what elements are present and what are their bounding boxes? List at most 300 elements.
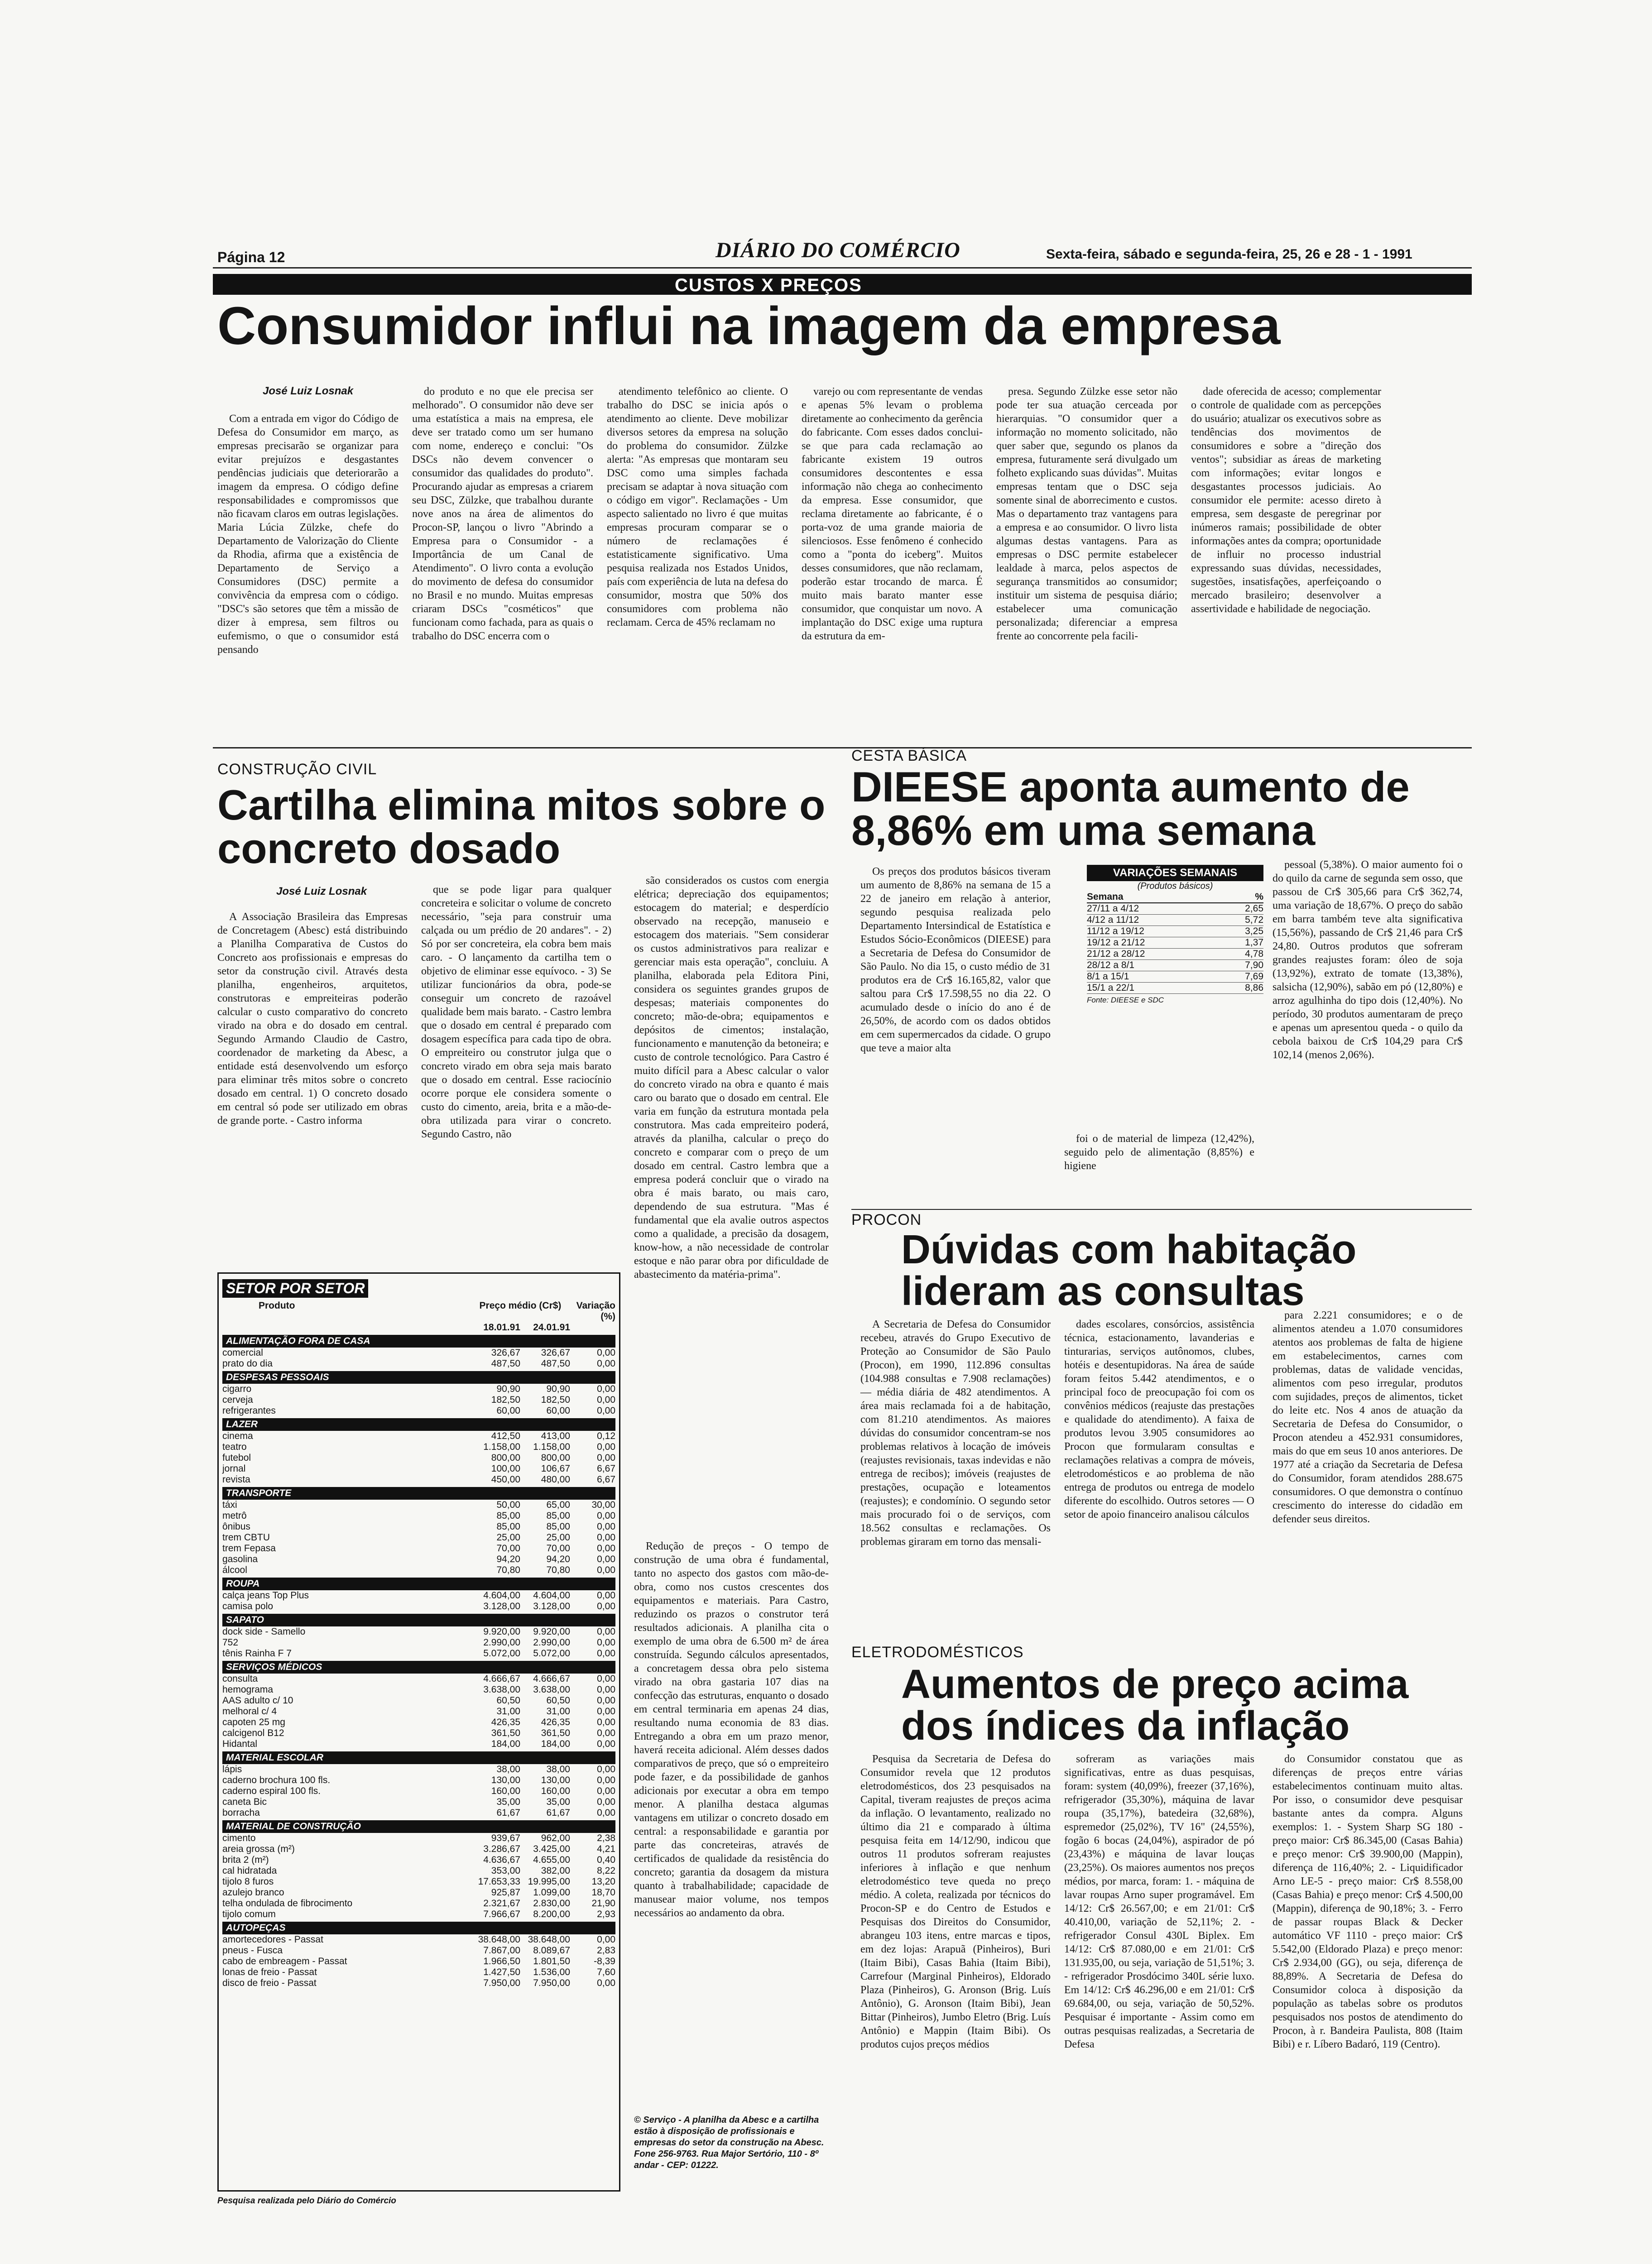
lead-text-5: presa. Segundo Zülzke esse setor não pode ter sua atuação cerceada por hierarquias. "O consumidor quer a informação no momento solicitado, não quer saber que, segundo os planos da empresa, futuramente será divulgado um folheto explicando suas dúvidas". Muitas empresas tentam que o DSC seja somente sinal de aborrecimento e custos. Mas o departamento traz vantagens para a empresa e ao consumidor. O livro lista algumas destas vantagens. Para as empresas o DSC permite estabelecer lealdade à marca, pelos aspectos de segurança transmitidos ao consumidor; instituir um sistema de pesquisa diário; estabelecer uma comunicação personalizada; diferenciar a empresa frente ao concorrente pela facili- bbox=[996, 386, 1177, 642]
price-24-01: 326,67 bbox=[541, 1348, 570, 1358]
eletro-headline: Aumentos de preço acima dos índices da inflação bbox=[901, 1662, 1409, 1749]
product-name: cal hidratada bbox=[222, 1866, 277, 1876]
variation: 2,38 bbox=[597, 1833, 615, 1843]
lead-text-6: dade oferecida de acesso; complementar o controle de qualidade com as percepções do usuário; atualizar os executivos sobre as tendências dos movimentos de consumidores e sobre a "direção dos ventos"; subsidiar as áreas de marketing com informações; evitar longos e desgastantes processos judiciais. Ao consumidor ele permite: acesso direto à empresa, sem desgaste de peregrinar por inúmeros ramais; possibilidade de obter informações antes da compra; oportunidade de influir no processo industrial expressando suas dúvidas, necessidades, sugestões, insatisfações, aperfeiçoando o mercado brasileiro; desenvolver a assertividade e habilidade de negociação. bbox=[1191, 386, 1381, 615]
week-header: Semana bbox=[1087, 892, 1124, 902]
price-24-01: 106,67 bbox=[541, 1463, 570, 1474]
product-name: lonas de freio - Passat bbox=[222, 1967, 317, 1977]
price-18-01: 38.648,00 bbox=[478, 1934, 520, 1945]
price-18-01: 326,67 bbox=[491, 1348, 520, 1358]
header-variation: Variação (%) bbox=[576, 1300, 615, 1322]
setor-table-row bbox=[222, 1855, 615, 1866]
weekly-variation-box bbox=[1087, 865, 1263, 1005]
price-18-01: 3.128,00 bbox=[483, 1601, 520, 1612]
setor-table-title: SETOR POR SETOR bbox=[222, 1279, 368, 1298]
setor-group-header: MATERIAL ESCOLAR bbox=[222, 1751, 615, 1764]
setor-table-dates bbox=[222, 1322, 615, 1333]
setor-group-header: SAPATO bbox=[222, 1614, 615, 1626]
variation: 0,00 bbox=[597, 1775, 615, 1785]
price-18-01: 800,00 bbox=[491, 1453, 520, 1463]
setor-table bbox=[217, 1272, 620, 2192]
procon-column-3 bbox=[1273, 1309, 1463, 1531]
construcao-text-1: A Associação Brasileira das Empresas de Concretagem (Abesc) está distribuindo a Planilha Comparativa de Custos do Concreto aos profissionais e empresas do setor da construção civil. Através desta planilha, engenheiros, arquitetos, construtoras e empreiteiras poderão calcular o custo comparativo do concreto virado na obra e do dosado em central. Segundo Armando Claudio de Castro, coordenador de marketing da Abesc, a entidade está desenvolvendo um esforço para eliminar três mitos sobre o concreto dosado em central. 1) O concreto dosado em central só pode ser utilizado em obras de grande porte. - Castro informa bbox=[217, 911, 408, 1127]
week-range: 11/12 a 19/12 bbox=[1087, 926, 1144, 936]
variation: 21,90 bbox=[591, 1898, 615, 1909]
week-range: 15/1 a 22/1 bbox=[1087, 983, 1135, 993]
price-18-01: 182,50 bbox=[491, 1395, 520, 1405]
price-24-01: 182,50 bbox=[541, 1395, 570, 1405]
setor-footer: Pesquisa realizada pelo Diário do Comércio bbox=[217, 2196, 396, 2206]
setor-table-row bbox=[222, 1521, 615, 1532]
week-variation: 2,65 bbox=[1245, 903, 1263, 914]
price-24-01: 38.648,00 bbox=[528, 1934, 570, 1945]
product-name: álcool bbox=[222, 1565, 247, 1575]
eletro-kicker: ELETRODOMÉSTICOS bbox=[851, 1644, 1024, 1661]
product-name: consulta bbox=[222, 1674, 258, 1684]
price-24-01: 90,90 bbox=[546, 1384, 570, 1394]
product-name: tijolo 8 furos bbox=[222, 1876, 274, 1887]
variation: 0,00 bbox=[597, 1934, 615, 1945]
week-variation: 8,86 bbox=[1245, 983, 1263, 993]
product-name: camisa polo bbox=[222, 1601, 274, 1612]
variation: 0,00 bbox=[597, 1348, 615, 1358]
price-18-01: 38,00 bbox=[496, 1764, 520, 1775]
weekly-variation-title: VARIAÇÕES SEMANAIS bbox=[1087, 865, 1263, 881]
price-24-01: 487,50 bbox=[541, 1358, 570, 1369]
product-name: cigarro bbox=[222, 1384, 252, 1394]
variation: 0,00 bbox=[597, 1626, 615, 1637]
price-18-01: 90,90 bbox=[496, 1384, 520, 1394]
dieese-text-3: pessoal (5,38%). O maior aumento foi o do quilo da carne de segunda sem osso, que passou de Cr$ 305,66 para Cr$ 362,74, uma variação de 18,67%. O preço do sabão em barra também teve alta significativa (15,56%), passando de Cr$ 21,46 para Cr$ 24,80. Outros produtos que sofreram grandes reajustes foram: óleo de soja (13,92%), extrato de tomate (13,38%), salsicha (12,90%), sabão em pó (12,80%) e arroz agulhinha do tipo dois (12,40%). No período, 30 produtos aumentaram de preço e apenas um apresentou queda - o quilo da cebola baixou de Cr$ 104,29 para Cr$ 102,14 (menos 2,06%). bbox=[1273, 859, 1463, 1061]
price-18-01: 60,50 bbox=[496, 1695, 520, 1706]
construcao-text-4: Redução de preços - O tempo de construção de uma obra é fundamental, tanto no aspecto dos gastos com mão-de-obra, como nos custos crescentes dos equipamentos e materiais. Para Castro, reduzindo os prazos o construtor terá resultados adicionais. A planilha cita o exemplo de uma obra de 6.500 m² de área construída. Segundo cálculos apresentados, a concretagem dessa obra pelo sistema virado na obra gastaria 107 dias na confecção das estruturas, enquanto o dosado em central terminaria em apenas 24 dias, resultando numa economia de 83 dias. Entregando a obra em um prazo menor, haverá receita adicional. Além desses dados comparativos de preço, que só o empreiteiro pode fazer, e da possibilidade de ganhos adicionais por executar a obra em tempo menor. A planilha destaca algumas vantagens em utilizar o concreto dosado em central: a responsabilidade e garantia por parte das concreteiras, através de certificados de qualidade da resistência do concreto; garantia da dosagem da mistura quanto à trabalhabilidade; capacidade de manusear maior volume, nos tempos necessários ao andamento da obra. bbox=[634, 1540, 829, 1919]
lead-text-3: atendimento telefônico ao cliente. O trabalho do DSC se inicia após o atendimento ao cliente. Deve mobilizar diversos setores da empresa na solução do problema do consumidor. Zülzke alerta: "As empresas que montaram seu DSC como uma simples fachada precisam se adaptar à nova situação com o código em vigor". Reclamações - Um aspecto salientado no livro é que muitas empresas procuram comparar se o número de reclamações é estatisticamente significativo. Uma pesquisa realizada nos Estados Unidos, país com experiência de luta na defesa do consumidor, mostra que 50% dos consumidores com problema não reclamam. Cerca de 45% reclamam no bbox=[607, 386, 788, 628]
price-24-01: 38,00 bbox=[546, 1764, 570, 1775]
construcao-text-3: são considerados os custos com energia elétrica; depreciação dos equipamentos; estocagem do material; e desperdício observado na recepção, manuseio e estocagem dos materiais. "Sem considerar os custos administrativos para realizar e gerenciar mais esta operação", concluiu. A planilha, elaborada pela Editora Pini, considera os seguintes grandes grupos de despesas; materiais componentes do concreto; mão-de-obra; equipamentos e depósitos de cimentos; instalação, funcionamento e manutenção da betoneira; e custo de controle tecnológico. Para Castro é muito difícil para a Abesc calcular o valor do concreto virado na obra e quanto é mais caro ou barato que o dosado em central. Ele varia em função da estrutura montada pela construtora. Mas cada empreiteiro poderá, através da planilha, calcular o preço do concreto e comparar com o preço de um dosado em central. Castro lembra que a empresa poderá concluir que o virado na obra é mais barato, ou mais caro, dependendo de sua estrutura. "Mas é fundamental que ela avalie outros aspectos como a qualidade, a precisão da dosagem, know-how, a não necessidade de controlar estoque e não parar obra por dificuldade de abastecimento da matéria-prima". bbox=[634, 875, 829, 1281]
price-24-01: 480,00 bbox=[541, 1474, 570, 1485]
setor-table-row bbox=[222, 1808, 615, 1818]
price-24-01: 3.638,00 bbox=[533, 1684, 570, 1695]
price-18-01: 487,50 bbox=[491, 1358, 520, 1369]
setor-table-row bbox=[222, 1648, 615, 1659]
week-variation: 1,37 bbox=[1245, 937, 1263, 948]
product-name: telha ondulada de fibrocimento bbox=[222, 1898, 353, 1909]
setor-table-row bbox=[222, 1866, 615, 1876]
week-range: 21/12 a 28/12 bbox=[1087, 949, 1145, 959]
lead-column-1 bbox=[217, 412, 399, 662]
week-variation: 7,69 bbox=[1245, 971, 1263, 982]
week-row bbox=[1087, 983, 1263, 994]
variation: 13,20 bbox=[591, 1876, 615, 1887]
price-18-01: 412,50 bbox=[491, 1431, 520, 1441]
variation: 0,00 bbox=[597, 1808, 615, 1818]
setor-table-row bbox=[222, 1395, 615, 1405]
price-24-01: 60,50 bbox=[546, 1695, 570, 1706]
product-name: jornal bbox=[222, 1463, 246, 1474]
variation: -8,39 bbox=[594, 1956, 615, 1967]
section-title: CUSTOS X PREÇOS bbox=[675, 275, 862, 295]
week-range: 28/12 a 8/1 bbox=[1087, 960, 1135, 970]
price-24-01: 3.425,00 bbox=[533, 1844, 570, 1854]
product-name: areia grossa (m²) bbox=[222, 1844, 295, 1854]
price-24-01: 184,00 bbox=[541, 1739, 570, 1749]
price-18-01: 70,80 bbox=[496, 1565, 520, 1575]
product-name: melhoral c/ 4 bbox=[222, 1706, 277, 1717]
product-name: trem Fepasa bbox=[222, 1543, 276, 1554]
variation: 0,00 bbox=[597, 1978, 615, 1988]
product-name: comercial bbox=[222, 1348, 263, 1358]
product-name: cimento bbox=[222, 1833, 256, 1843]
setor-table-row bbox=[222, 1967, 615, 1978]
product-name: brita 2 (m²) bbox=[222, 1855, 269, 1865]
setor-group-header: DESPESAS PESSOAIS bbox=[222, 1371, 615, 1384]
price-24-01: 1.158,00 bbox=[533, 1442, 570, 1452]
price-24-01: 61,67 bbox=[546, 1808, 570, 1818]
product-name: tênis Rainha F 7 bbox=[222, 1648, 292, 1659]
price-24-01: 4.666,67 bbox=[533, 1674, 570, 1684]
week-row bbox=[1087, 971, 1263, 983]
setor-table-row bbox=[222, 1764, 615, 1775]
lead-text-2: do produto e no que ele precisa ser melhorado". O consumidor não deve ser uma estatística a mais na empresa, ele deve ser tratado como um ser humano com nome, endereço e conclui: "Os DSCs não devem convencer o consumidor das qualidades do produto". Procurando ajudar as empresas a criarem seu DSC, Zülzke, que trabalhou durante nove anos na área de alimentos do Procon-SP, lançou o livro "Abrindo a Empresa para o Consumidor - a Importância de um Canal de Atendimento". O livro conta a evolução do movimento de defesa do consumidor no Brasil e no mundo. Muitas empresas criaram DSCs "cosméticos" que funcionam como fachada, para as quais o trabalho do DSC encerra com o bbox=[412, 386, 593, 642]
price-24-01: 2.830,00 bbox=[533, 1898, 570, 1909]
dieese-text-1: Os preços dos produtos básicos tiveram um aumento de 8,86% na semana de 15 a 22 de janeiro em relação à anterior, segundo pesquisa realizada pelo Departamento Intersindical de Estatística e Estudos Sócio-Econômicos (DIEESE) para a Secretaria de Defesa do Consumidor de São Paulo. No dia 15, o custo médio de 31 produtos era de Cr$ 16.165,82, valor que saltou para Cr$ 17.598,55 no dia 22. O acumulado desde o início do ano é de 26,50%, de acordo com os dados obtidos em cem supermercados da cidade. O grupo que teve a maior alta bbox=[860, 866, 1051, 1054]
price-24-01: 5.072,00 bbox=[533, 1648, 570, 1659]
price-18-01: 31,00 bbox=[496, 1706, 520, 1717]
newspaper-page bbox=[50, 23, 1608, 2264]
week-row bbox=[1087, 903, 1263, 915]
price-18-01: 3.286,67 bbox=[483, 1844, 520, 1854]
price-24-01: 19.995,00 bbox=[528, 1876, 570, 1887]
price-18-01: 85,00 bbox=[496, 1521, 520, 1532]
price-18-01: 1.966,50 bbox=[483, 1956, 520, 1967]
product-name: metrô bbox=[222, 1511, 247, 1521]
product-name: refrigerantes bbox=[222, 1405, 276, 1416]
variation: 2,93 bbox=[597, 1909, 615, 1919]
setor-table-row bbox=[222, 1474, 615, 1485]
procon-text-2: dades escolares, consórcios, assistência técnica, estacionamento, lavanderias e tinturarias, serviços autônomos, clubes, hotéis e desentupidoras. Na área de saúde foram feitos 5.442 atendimentos, e o principal foco de preocupação foi com os convênios médicos (reajuste das prestações e qualidade do atendimento). A faixa de produtos levou 3.905 consumidores ao Procon que formularam consultas e reclamações relativas a compra de móveis, eletrodomésticos e ao problema de não entrega de produtos ou entrega de modelo diferente do escolhido. Outros setores — O setor de apoio financeiro analisou cálculos bbox=[1064, 1319, 1254, 1521]
setor-table-row bbox=[222, 1728, 615, 1739]
setor-table-row bbox=[222, 1876, 615, 1887]
product-name: tijolo comum bbox=[222, 1909, 276, 1919]
price-24-01: 65,00 bbox=[546, 1500, 570, 1510]
price-24-01: 4.604,00 bbox=[533, 1590, 570, 1601]
price-18-01: 70,00 bbox=[496, 1543, 520, 1554]
setor-table-row bbox=[222, 1674, 615, 1684]
price-24-01: 160,00 bbox=[541, 1786, 570, 1796]
eletro-column-1 bbox=[860, 1752, 1051, 2057]
product-name: dock side - Samello bbox=[222, 1626, 306, 1637]
construcao-column-1 bbox=[217, 910, 408, 1133]
variation: 30,00 bbox=[591, 1500, 615, 1510]
week-variation: 7,90 bbox=[1245, 960, 1263, 970]
price-24-01: 70,00 bbox=[546, 1543, 570, 1554]
construcao-column-3 bbox=[634, 874, 829, 1287]
setor-table-header bbox=[222, 1300, 615, 1322]
setor-table-row bbox=[222, 1405, 615, 1416]
setor-table-row bbox=[222, 1844, 615, 1855]
price-24-01: 962,00 bbox=[541, 1833, 570, 1843]
product-name: ônibus bbox=[222, 1521, 250, 1532]
construcao-headline: Cartilha elimina mitos sobre o concreto dosado bbox=[217, 781, 826, 872]
variation: 0,00 bbox=[597, 1543, 615, 1554]
setor-table-row bbox=[222, 1909, 615, 1920]
product-name: caderno espiral 100 fls. bbox=[222, 1786, 321, 1796]
dieese-column-1 bbox=[860, 865, 1051, 1060]
weekly-variation-source: Fonte: DIEESE e SDC bbox=[1087, 996, 1164, 1004]
variation: 0,00 bbox=[597, 1405, 615, 1416]
price-24-01: 70,80 bbox=[546, 1565, 570, 1575]
price-18-01: 361,50 bbox=[491, 1728, 520, 1738]
price-24-01: 8.200,00 bbox=[533, 1909, 570, 1919]
dieese-kicker: CESTA BÁSICA bbox=[851, 747, 967, 764]
price-24-01: 9.920,00 bbox=[533, 1626, 570, 1637]
setor-group-header: ROUPA bbox=[222, 1578, 615, 1590]
setor-table-row bbox=[222, 1739, 615, 1750]
newspaper-logo: DIÁRIO DO COMÉRCIO bbox=[716, 238, 960, 262]
price-18-01: 925,87 bbox=[491, 1887, 520, 1898]
price-24-01: 25,00 bbox=[546, 1532, 570, 1543]
setor-table-row bbox=[222, 1500, 615, 1511]
product-name: hemograma bbox=[222, 1684, 274, 1695]
week-row bbox=[1087, 960, 1263, 971]
week-range: 19/12 a 21/12 bbox=[1087, 937, 1145, 948]
dieese-column-3 bbox=[1273, 858, 1463, 1067]
variation: 0,00 bbox=[597, 1554, 615, 1564]
setor-table-row bbox=[222, 1717, 615, 1728]
variation: 0,00 bbox=[597, 1637, 615, 1648]
week-variation: 4,78 bbox=[1245, 949, 1263, 959]
price-18-01: 100,00 bbox=[491, 1463, 520, 1474]
price-18-01: 4.604,00 bbox=[483, 1590, 520, 1601]
setor-table-row bbox=[222, 1833, 615, 1844]
setor-table-row bbox=[222, 1358, 615, 1369]
price-18-01: 61,67 bbox=[496, 1808, 520, 1818]
price-24-01: 2.990,00 bbox=[533, 1637, 570, 1648]
variation: 0,40 bbox=[597, 1855, 615, 1865]
price-24-01: 413,00 bbox=[541, 1431, 570, 1441]
setor-table-row bbox=[222, 1565, 615, 1576]
variation: 0,00 bbox=[597, 1521, 615, 1532]
setor-group-header: ALIMENTAÇÃO FORA DE CASA bbox=[222, 1335, 615, 1348]
setor-table-row bbox=[222, 1695, 615, 1706]
weekly-variation-subtitle: (Produtos básicos) bbox=[1137, 881, 1213, 891]
price-24-01: 800,00 bbox=[541, 1453, 570, 1463]
setor-table-row bbox=[222, 1348, 615, 1358]
setor-table-row bbox=[222, 1463, 615, 1474]
price-24-01: 3.128,00 bbox=[533, 1601, 570, 1612]
price-24-01: 85,00 bbox=[546, 1511, 570, 1521]
price-18-01: 1.158,00 bbox=[483, 1442, 520, 1452]
lead-column-6 bbox=[1191, 385, 1381, 621]
product-name: borracha bbox=[222, 1808, 260, 1818]
header-date-1: 18.01.91 bbox=[483, 1322, 520, 1333]
weekly-variation-header bbox=[1087, 892, 1263, 903]
construcao-byline: José Luiz Losnak bbox=[276, 885, 367, 897]
dieese-column-2 bbox=[1064, 1132, 1254, 1178]
product-name: cerveja bbox=[222, 1395, 253, 1405]
product-name: azulejo branco bbox=[222, 1887, 284, 1898]
setor-table-row bbox=[222, 1637, 615, 1648]
lead-text-4: varejo ou com representante de vendas e apenas 5% levam o problema diretamente ao conhecimento da gerência do fabricante. Com esses dados conclui-se que para cada reclamação ao fabricante existem 19 outros consumidores descontentes e essa informação não chega ao conhecimento da empresa. Esse consumidor, que reclama diretamente ao fabricante, é o porta-voz de uma grande maioria de silenciosos. Esse fenômeno é conhecido como a "ponta do iceberg". Muitos desses consumidores, que não reclamam, poderão estar trocando de marca. É muito mais barato manter esse consumidor, que conquistar um novo. A implantação do DSC exige uma ruptura da estrutura da em- bbox=[802, 386, 983, 642]
product-name: gasolina bbox=[222, 1554, 258, 1564]
eletro-text-3: do Consumidor constatou que as diferenças de preços entre várias estabelecimentos continuam muito altas. Por isso, o consumidor deve pesquisar bastante antes da compra. Alguns exemplos: 1. - System Sharp SG 180 - preço maior: Cr$ 86.345,00 (Casas Bahia) e preço menor: Cr$ 39.900,00 (Mappin), diferença de 116,40%; 2. - Liquidificador Arno LE-5 - preço maior: Cr$ 8.558,00 (Casas Bahia) e preço menor: Cr$ 4.500,00 (Mappin), diferença de 90,18%; 3. - Ferro de passar roupas Black & Decker automático VF 1110 - preço maior: Cr$ 5.542,00 (Eldorado Plaza) e preço menor: Cr$ 2.934,00 (GG), ou seja, diferença de 88,89%. A Secretaria de Defesa do Consumidor coloca à disposição da população as tabelas sobre os produtos pesquisados nos postos de atendimento do Procon, à r. Bandeira Paulista, 808 (Itaim Bibi) e r. Líbero Badaró, 119 (Centro). bbox=[1273, 1753, 1463, 2050]
construcao-kicker: CONSTRUÇÃO CIVIL bbox=[217, 761, 377, 778]
setor-table-row bbox=[222, 1626, 615, 1637]
setor-table-row bbox=[222, 1453, 615, 1463]
setor-table-row bbox=[222, 1898, 615, 1909]
price-24-01: 1.536,00 bbox=[533, 1967, 570, 1977]
variation: 0,00 bbox=[597, 1601, 615, 1612]
price-24-01: 382,00 bbox=[541, 1866, 570, 1876]
setor-group-header: SERVIÇOS MÉDICOS bbox=[222, 1661, 615, 1674]
setor-table-row bbox=[222, 1775, 615, 1786]
variation: 0,00 bbox=[597, 1717, 615, 1727]
setor-table-row bbox=[222, 1442, 615, 1453]
variation: 0,00 bbox=[597, 1797, 615, 1807]
dieese-text-2: foi o de material de limpeza (12,42%), seguido pelo de alimentação (8,85%) e higiene bbox=[1064, 1133, 1254, 1172]
page-number: Página 12 bbox=[217, 249, 285, 265]
product-name: teatro bbox=[222, 1442, 247, 1452]
week-range: 27/11 a 4/12 bbox=[1087, 903, 1139, 914]
price-24-01: 31,00 bbox=[546, 1706, 570, 1717]
setor-table-row bbox=[222, 1786, 615, 1797]
product-name: futebol bbox=[222, 1453, 251, 1463]
price-18-01: 130,00 bbox=[491, 1775, 520, 1785]
price-18-01: 35,00 bbox=[496, 1797, 520, 1807]
price-18-01: 50,00 bbox=[496, 1500, 520, 1510]
price-18-01: 25,00 bbox=[496, 1532, 520, 1543]
product-name: disco de freio - Passat bbox=[222, 1978, 317, 1988]
variation: 0,00 bbox=[597, 1590, 615, 1601]
issue-date: Sexta-feira, sábado e segunda-feira, 25, 26 e 28 - 1 - 1991 bbox=[1046, 247, 1412, 262]
variation: 0,00 bbox=[597, 1453, 615, 1463]
setor-table-row bbox=[222, 1431, 615, 1442]
setor-group-header: MATERIAL DE CONSTRUÇÃO bbox=[222, 1820, 615, 1833]
price-18-01: 94,20 bbox=[496, 1554, 520, 1564]
price-18-01: 7.966,67 bbox=[483, 1909, 520, 1919]
lead-text-1: Com a entrada em vigor do Código de Defesa do Consumidor em março, as empresas precisarão se organizar para evitar prejuízos e desgastantes pendências judiciais que deteriorarão a imagem da empresa. O código define responsabilidades e compromissos que não ficavam claros em outras legislações. Maria Lúcia Zülzke, chefe do Departamento de Valorização do Cliente da Rhodia, afirma que a existência de Departamento de Serviço a Consumidores (DSC) permite a convivência da empresa com o código. "DSC's são setores que têm a missão de dizer à empresa, sem filtros ou eufemismo, o que o consumidor está pensando bbox=[217, 413, 399, 656]
setor-group-header: TRANSPORTE bbox=[222, 1487, 615, 1500]
product-name: caneta Bic bbox=[222, 1797, 267, 1807]
product-name: 752 bbox=[222, 1637, 239, 1648]
price-18-01: 60,00 bbox=[496, 1405, 520, 1416]
procon-headline: Dúvidas com habitação lideram as consultas bbox=[901, 1227, 1357, 1314]
price-24-01: 94,20 bbox=[546, 1554, 570, 1564]
product-name: trem CBTU bbox=[222, 1532, 270, 1543]
lead-byline: José Luiz Losnak bbox=[263, 385, 354, 397]
variation: 0,00 bbox=[597, 1384, 615, 1394]
setor-table-row bbox=[222, 1601, 615, 1612]
price-24-01: 60,00 bbox=[546, 1405, 570, 1416]
variation: 0,00 bbox=[597, 1674, 615, 1684]
variation: 0,00 bbox=[597, 1786, 615, 1796]
variation: 0,00 bbox=[597, 1695, 615, 1706]
variation: 0,00 bbox=[597, 1706, 615, 1717]
price-24-01: 4.655,00 bbox=[533, 1855, 570, 1865]
setor-table-row bbox=[222, 1384, 615, 1395]
variation: 0,00 bbox=[597, 1728, 615, 1738]
price-24-01: 130,00 bbox=[541, 1775, 570, 1785]
week-variation: 5,72 bbox=[1245, 915, 1263, 925]
product-name: cabo de embreagem - Passat bbox=[222, 1956, 347, 1967]
week-row bbox=[1087, 926, 1263, 937]
procon-column-2 bbox=[1064, 1318, 1254, 1527]
variation: 0,00 bbox=[597, 1511, 615, 1521]
product-name: prato do dia bbox=[222, 1358, 273, 1369]
product-name: AAS adulto c/ 10 bbox=[222, 1695, 293, 1706]
price-18-01: 1.427,50 bbox=[483, 1967, 520, 1977]
variation: 0,00 bbox=[597, 1764, 615, 1775]
variation: 0,00 bbox=[597, 1739, 615, 1749]
price-24-01: 35,00 bbox=[546, 1797, 570, 1807]
price-18-01: 4.666,67 bbox=[483, 1674, 520, 1684]
setor-table-row bbox=[222, 1934, 615, 1945]
price-18-01: 450,00 bbox=[491, 1474, 520, 1485]
price-18-01: 5.072,00 bbox=[483, 1648, 520, 1659]
variation: 18,70 bbox=[591, 1887, 615, 1898]
price-24-01: 85,00 bbox=[546, 1521, 570, 1532]
product-name: cinema bbox=[222, 1431, 253, 1441]
variation: 2,83 bbox=[597, 1945, 615, 1956]
header-price: Preço médio (Cr$) bbox=[479, 1300, 562, 1311]
variation: 0,00 bbox=[597, 1648, 615, 1659]
variation: 7,60 bbox=[597, 1967, 615, 1977]
setor-table-row bbox=[222, 1543, 615, 1554]
lead-column-4 bbox=[802, 385, 983, 648]
price-18-01: 2.321,67 bbox=[483, 1898, 520, 1909]
price-24-01: 8.089,67 bbox=[533, 1945, 570, 1956]
product-name: calcigenol B12 bbox=[222, 1728, 284, 1738]
week-range: 8/1 a 15/1 bbox=[1087, 971, 1129, 982]
construcao-column-4 bbox=[634, 1540, 829, 1925]
week-variation: 3,25 bbox=[1245, 926, 1263, 936]
lead-column-3 bbox=[607, 385, 788, 635]
price-18-01: 9.920,00 bbox=[483, 1626, 520, 1637]
dieese-headline: DIEESE aponta aumento de 8,86% em uma semana bbox=[851, 763, 1410, 854]
eletro-column-3 bbox=[1273, 1752, 1463, 2057]
product-name: calça jeans Top Plus bbox=[222, 1590, 309, 1601]
variation: 6,67 bbox=[597, 1463, 615, 1474]
pct-header: % bbox=[1255, 892, 1263, 902]
setor-table-row bbox=[222, 1797, 615, 1808]
construcao-text-2: que se pode ligar para qualquer concreteira e solicitar o volume de concreto necessário, "seja para construir uma calçada ou um prédio de 20 andares". - 2) Só por ser concreteira, ela cobra bem mais caro. - O lançamento da cartilha tem o objetivo de eliminar esse equívoco. - 3) Se utilizar funcionários da obra, pode-se conseguir um concreto de razoável qualidade bem mais barato. - Castro lembra que o dosado em central é preparado com dosagem específica para cada tipo de obra. O empreiteiro ou construtor julga que o concreto virado em obra seja mais barato que o dosado em central. Esse raciocínio ocorre porque ele considera somente o custo do cimento, areia, brita e a mão-de-obra utilizada para virar o concreto. Segundo Castro, não bbox=[421, 884, 611, 1140]
setor-table-row bbox=[222, 1956, 615, 1967]
setor-table-row bbox=[222, 1978, 615, 1989]
variation: 8,22 bbox=[597, 1866, 615, 1876]
variation: 4,21 bbox=[597, 1844, 615, 1854]
eletro-text-2: sofreram as variações mais significativas, entre as duas pesquisas, foram: system (40,09%), freezer (37,16%), refrigerador (35,30%), máquina de lavar roupa (35,17%), batedeira (32,68%), espremedor (25,02%), TV 16" (24,55%), fogão 6 bocas (24,04%), aspirador de pó (23,43%) e máquina de lavar louças (23,25%). Os maiores aumentos nos preços médios, por marca, foram: 1. - máquina de lavar roupas Arno super programável. Em 14/12: Cr$ 26.567,00; e em 21/01: Cr$ 40.410,00, variação de 52,11%; 2. - refrigerador Consul 430L Biplex. Em 14/12: Cr$ 87.080,00 e em 21/01: Cr$ 131.935,00, ou seja, variação de 51,51%; 3. - refrigerador Prosdócimo 340L série luxo. Em 14/12: Cr$ 46.296,00 e em 21/01: Cr$ 69.684,00, ou seja, variação de 50,52%. Pesquisar é importante - Assim como em outras pesquisas realizadas, a Secretaria de Defesa bbox=[1064, 1753, 1254, 2050]
price-18-01: 4.636,67 bbox=[483, 1855, 520, 1865]
product-name: amortecedores - Passat bbox=[222, 1934, 323, 1945]
product-name: revista bbox=[222, 1474, 250, 1485]
price-18-01: 184,00 bbox=[491, 1739, 520, 1749]
product-name: caderno brochura 100 fls. bbox=[222, 1775, 331, 1785]
weekly-variation-body bbox=[1087, 903, 1263, 994]
lead-headline: Consumidor influi na imagem da empresa bbox=[217, 296, 1281, 356]
price-18-01: 353,00 bbox=[491, 1866, 520, 1876]
price-24-01: 1.801,50 bbox=[533, 1956, 570, 1967]
eletro-column-2 bbox=[1064, 1752, 1254, 2057]
price-18-01: 3.638,00 bbox=[483, 1684, 520, 1695]
price-18-01: 85,00 bbox=[496, 1511, 520, 1521]
week-row bbox=[1087, 937, 1263, 949]
price-24-01: 426,35 bbox=[541, 1717, 570, 1727]
price-18-01: 2.990,00 bbox=[483, 1637, 520, 1648]
product-name: Hidantal bbox=[222, 1739, 258, 1749]
price-18-01: 7.950,00 bbox=[483, 1978, 520, 1988]
setor-group-header: LAZER bbox=[222, 1418, 615, 1431]
lead-column-5 bbox=[996, 385, 1177, 648]
